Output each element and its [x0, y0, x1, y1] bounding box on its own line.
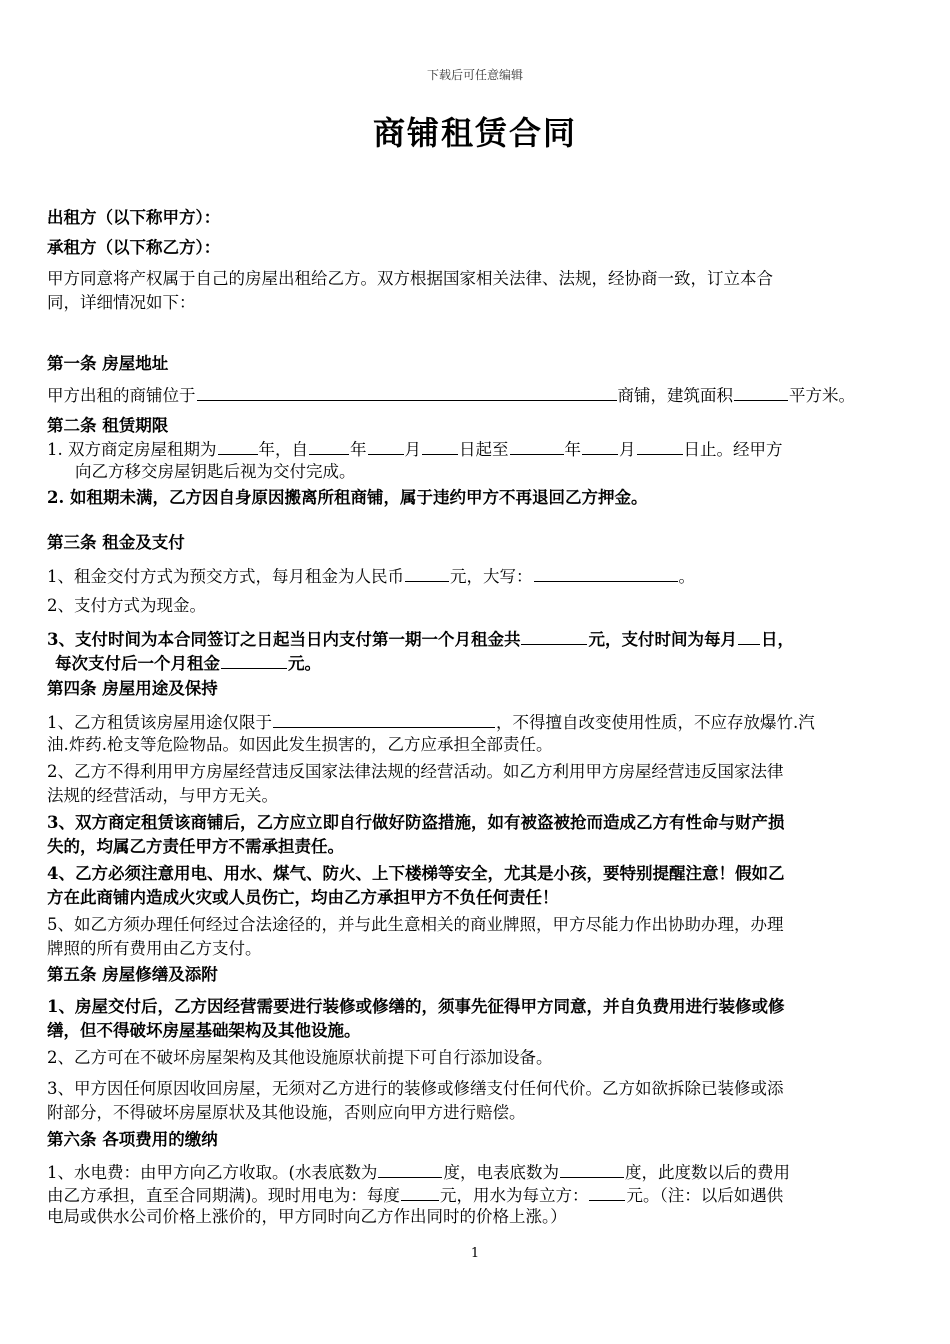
usage-blank[interactable] [273, 709, 495, 728]
text-segment: 由乙方承担，直至合同期满)。现时用电为：每度 [47, 1186, 400, 1205]
text-segment: 1、水电费：由甲方向乙方收取。(水表底数为 [47, 1163, 378, 1182]
water-meter-blank[interactable] [378, 1159, 442, 1178]
text-segment: 商铺，建筑面积 [617, 386, 733, 405]
document-title: 商铺租赁合同 [372, 114, 577, 152]
article-4-item-2-cont: 法规的经营活动，与甲方无关。 [47, 786, 278, 805]
article-2-item-1 [47, 436, 907, 462]
text-segment: 日起至 [459, 440, 509, 459]
rent-in-words-blank[interactable] [534, 563, 678, 582]
article-3-item-3-cont [47, 650, 915, 676]
text-segment: 年，自 [258, 440, 308, 459]
article-5-item-3: 3、甲方因任何原因收回房屋，无须对乙方进行的装修或修缮支付任何代价。乙方如欲拆除已装修或添 [47, 1079, 784, 1098]
text-segment: 元，用水为每立方： [439, 1186, 589, 1205]
article-1-line [47, 382, 907, 408]
article-6-item-1-cont-2: 电局或供水公司价格上涨价的，甲方同时向乙方作出同时的价格上涨。） [47, 1207, 567, 1226]
electric-meter-blank[interactable] [560, 1159, 624, 1178]
text-segment: 平方米。 [789, 386, 855, 405]
party-a-line: 出租方（以下称甲方）： [47, 208, 221, 227]
end-day-blank[interactable] [637, 436, 683, 455]
text-segment: 月 [619, 440, 636, 459]
article-5-heading: 第五条 房屋修缮及添附 [47, 965, 218, 984]
article-3-item-1 [47, 563, 907, 589]
monthly-rent-blank[interactable] [405, 563, 449, 582]
subsequent-payment-blank[interactable] [221, 650, 287, 669]
article-2-heading: 第二条 租赁期限 [47, 416, 169, 435]
intro-line-2: 同，详细情况如下： [47, 293, 196, 312]
term-years-blank[interactable] [218, 436, 258, 455]
article-4-heading: 第四条 房屋用途及保持 [47, 679, 218, 698]
article-5-item-3-cont: 附部分，不得破坏房屋原状及其他设施，否则应向甲方进行赔偿。 [47, 1103, 526, 1122]
text-segment: 年 [350, 440, 367, 459]
text-segment: 1. 双方商定房屋租期为 [47, 440, 217, 459]
pay-day-blank[interactable] [738, 626, 760, 645]
article-4-item-3-cont: 失的，均属乙方责任甲方不需承担责任。 [47, 837, 344, 856]
start-month-blank[interactable] [368, 436, 404, 455]
article-5-item-2: 2、乙方可在不破坏房屋架构及其他设施原状前提下可自行添加设备。 [47, 1048, 553, 1067]
text-segment: 度，电表底数为 [443, 1163, 559, 1182]
article-4-item-1 [47, 709, 907, 735]
text-segment: 1、租金交付方式为预交方式，每月租金为人民币 [47, 567, 404, 586]
article-4-item-5-cont: 牌照的所有费用由乙方支付。 [47, 939, 262, 958]
article-5-item-1-cont: 缮，但不得破坏房屋基础架构及其他设施。 [47, 1021, 361, 1040]
electric-price-blank[interactable] [401, 1182, 439, 1201]
text-segment: ，不得擅自改变使用性质，不应存放爆竹.汽 [496, 713, 815, 732]
text-segment: 。 [678, 567, 695, 586]
article-4-item-3: 3、双方商定租赁该商铺后，乙方应立即自行做好防盗措施，如有被盗被抢而造成乙方有性命与财产损 [47, 813, 785, 832]
text-segment: 甲方出租的商铺位于 [47, 386, 196, 405]
article-1-heading: 第一条 房屋地址 [47, 354, 169, 373]
text-segment: 年 [564, 440, 581, 459]
page-number: 1 [470, 1246, 480, 1261]
article-5-item-1: 1、房屋交付后，乙方因经营需要进行装修或修缮的，须事先征得甲方同意，并自负费用进行装修或修 [47, 997, 785, 1016]
article-4-item-2: 2、乙方不得利用甲方房屋经营违反国家法律法规的经营活动。如乙方利用甲方房屋经营违反国家法律 [47, 762, 784, 781]
text-segment: 元。（注：以后如遇供 [626, 1186, 784, 1205]
article-4-item-1-cont: 油.炸药.枪支等危险物品。如因此发生损害的，乙方应承担全部责任。 [47, 735, 553, 754]
text-segment: 度，此度数以后的费用 [624, 1163, 790, 1182]
intro-line-1: 甲方同意将产权属于自己的房屋出租给乙方。双方根据国家相关法律、法规，经协商一致，订立本合 [47, 269, 773, 288]
text-segment: 元，支付时间为每月 [588, 630, 737, 649]
first-payment-blank[interactable] [521, 626, 587, 645]
party-b-line: 承租方（以下称乙方）： [47, 238, 221, 257]
text-segment: 月 [404, 440, 421, 459]
article-3-heading: 第三条 租金及支付 [47, 533, 185, 552]
article-2-item-2: 2. 如租期未满，乙方因自身原因搬离所租商铺，属于违约甲方不再退回乙方押金。 [47, 488, 648, 507]
water-price-blank[interactable] [589, 1182, 625, 1201]
area-blank[interactable] [734, 382, 788, 401]
start-day-blank[interactable] [422, 436, 458, 455]
article-4-item-5: 5、如乙方须办理任何经过合法途径的，并与此生意相关的商业牌照，甲方尽能力作出协助办理，办理 [47, 915, 784, 934]
text-segment: 3、支付时间为本合同签订之日起当日内支付第一期一个月租金共 [47, 630, 521, 649]
text-segment: 日， [760, 630, 794, 649]
text-segment: 元，大写： [450, 567, 533, 586]
text-segment: 元。 [288, 654, 321, 673]
article-3-item-3 [47, 626, 907, 652]
article-2-item-1-cont: 向乙方移交房屋钥匙后视为交付完成。 [75, 462, 356, 481]
end-year-blank[interactable] [510, 436, 564, 455]
text-segment: 每次支付后一个月租金 [55, 654, 220, 673]
address-blank[interactable] [197, 382, 617, 401]
article-3-item-2: 2、支付方式为现金。 [47, 596, 206, 615]
article-4-item-4: 4、乙方必须注意用电、用水、煤气、防火、上下楼梯等安全，尤其是小孩，要特别提醒注意！假如乙 [47, 864, 785, 883]
start-year-blank[interactable] [309, 436, 349, 455]
article-4-item-4-cont: 方在此商铺内造成火灾或人员伤亡，均由乙方承担甲方不负任何责任！ [47, 888, 559, 907]
article-6-heading: 第六条 各项费用的缴纳 [47, 1130, 218, 1149]
page-header: 下载后可任意编辑 [426, 68, 523, 82]
end-month-blank[interactable] [582, 436, 618, 455]
text-segment: 日止。经甲方 [683, 440, 783, 459]
text-segment: 1、乙方租赁该房屋用途仅限于 [47, 713, 272, 732]
